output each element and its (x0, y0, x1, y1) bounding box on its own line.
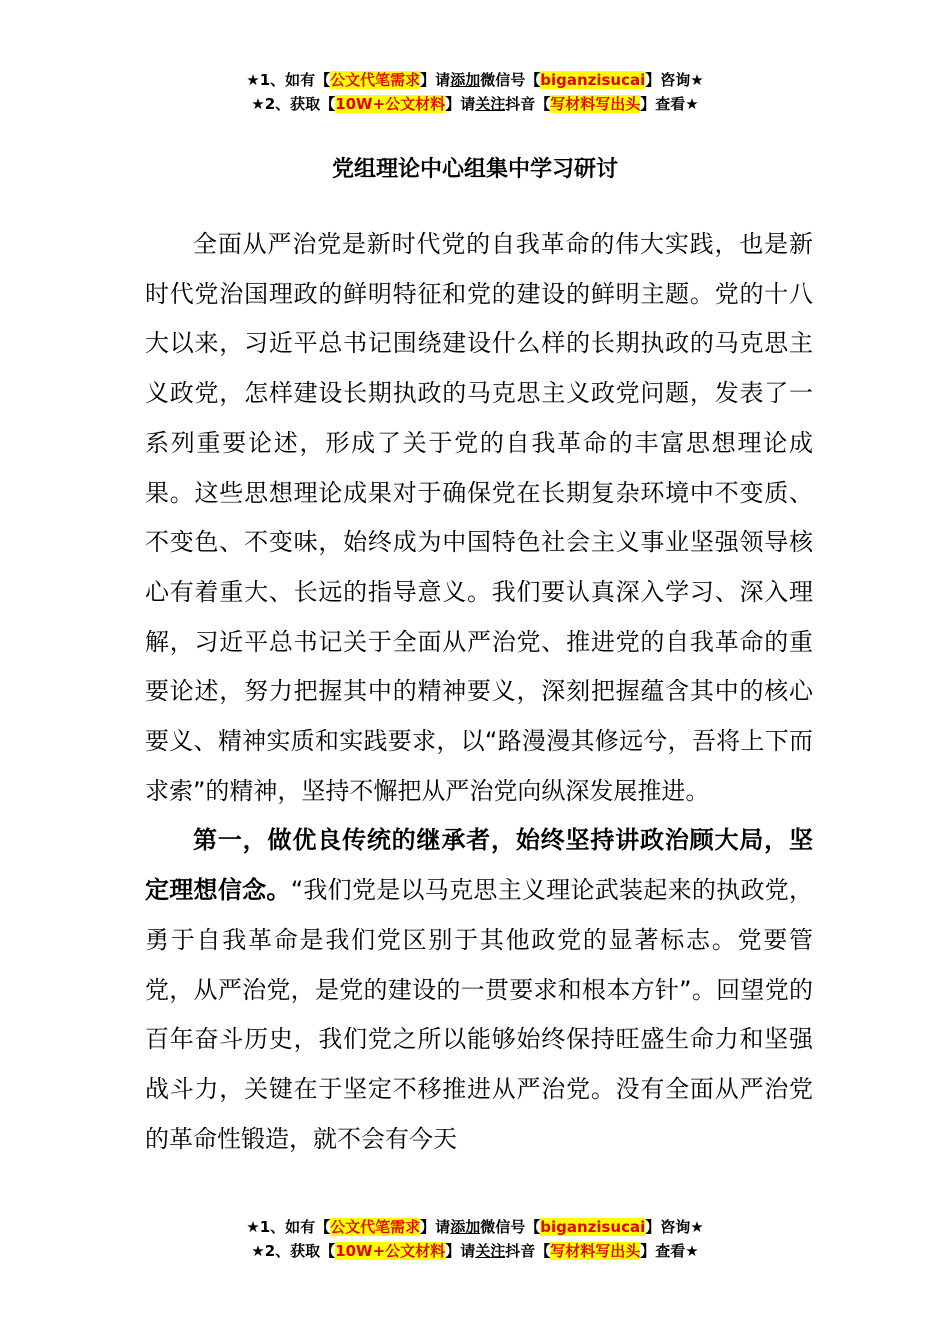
ad-text: 】咨询★ (645, 1218, 704, 1236)
ad-highlight-materials: 10W+公文材料 (335, 95, 446, 113)
ad-text: ★2、获取【 (251, 1242, 336, 1260)
ad-text: 】查看★ (640, 95, 699, 113)
paragraph-first-point (145, 816, 813, 1164)
ad-text: 】请 (420, 1218, 451, 1236)
ad-highlight-materials: 10W+公文材料 (335, 1242, 446, 1260)
ad-text: 抖音【 (505, 95, 551, 113)
ad-text: 微信号【 (480, 1218, 541, 1236)
ad-text: 抖音【 (505, 1242, 551, 1260)
ad-text: 】请 (445, 1242, 476, 1260)
ad-text: 微信号【 (480, 71, 541, 89)
ad-highlight-douyin-account: 写材料写出头 (550, 1242, 641, 1260)
ad-highlight-douyin-account: 写材料写出头 (550, 95, 641, 113)
ad-highlight-wechat-id: biganzisucai (540, 71, 646, 89)
ad-underlined-text: 关注 (475, 95, 506, 113)
ad-line-2 (0, 92, 950, 116)
ad-highlight-service: 公文代笔需求 (330, 1218, 421, 1236)
paragraph-intro: 全面从严治党是新时代党的自我革命的伟大实践，也是新时代党治国理政的鲜明特征和党的建设的鲜明主题。党的十八大以来，习近平总书记围绕建设什么样的长期执政的马克思主义政党，怎样建设长期执政的马克思主义政党问题，发表了一系列重要论述，形成了关于党的自我革命的丰富思想理论成果。这些思想理论成果对于确保党在长期复杂环境中不变质、不变色、不变味，始终成为中国特色社会主义事业坚强领导核心有着重大、长远的指导意义。我们要认真深入学习、深入理解，习近平总书记关于全面从严治党、推进党的自我革命的重要论述，努力把握其中的精神要义，深刻把握蕴含其中的核心要义、精神实质和实践要求，以“路漫漫其修远兮，吾将上下而求索”的精神，坚持不懈把从严治党向纵深发展推进。 (145, 230, 813, 805)
ad-text: 】请 (445, 95, 476, 113)
paragraph-body-text: “我们党是以马克思主义理论武装起来的执政党，勇于自我革命是我们党区别于其他政党的显著标志。党要管党，从严治党，是党的建设的一贯要求和根本方针”。回望党的百年奋斗历史，我们党之所以能够始终保持旺盛生命力和坚强战斗力，关键在于坚定不移推进从严治党。没有全面从严治党的革命性锻造，就不会有今天 (145, 876, 814, 1153)
ad-text: 】请 (420, 71, 451, 89)
ad-highlight-service: 公文代笔需求 (330, 71, 421, 89)
ad-underlined-text: 添加 (450, 1218, 481, 1236)
paragraph-lead-heading: 第一，做优良传统的继承者，始终坚持讲政治顾大局，坚定理想信念。 (145, 826, 813, 905)
ad-text: 】查看★ (640, 1242, 699, 1260)
ad-text: 】咨询★ (645, 71, 704, 89)
page-title: 党组理论中心组集中学习研讨 (331, 157, 618, 182)
ad-highlight-wechat-id: biganzisucai (540, 1218, 646, 1236)
ad-text: ★1、如有【 (246, 1218, 331, 1236)
ad-text: ★2、获取【 (251, 95, 336, 113)
document-body (145, 220, 813, 1164)
ad-line-1 (0, 1215, 950, 1239)
ad-text: ★1、如有【 (246, 71, 331, 89)
ad-underlined-text: 关注 (475, 1242, 506, 1260)
header-ad-block (0, 68, 950, 116)
footer-ad-block (0, 1215, 950, 1263)
ad-line-1 (0, 68, 950, 92)
ad-line-2 (0, 1239, 950, 1263)
ad-underlined-text: 添加 (450, 71, 481, 89)
